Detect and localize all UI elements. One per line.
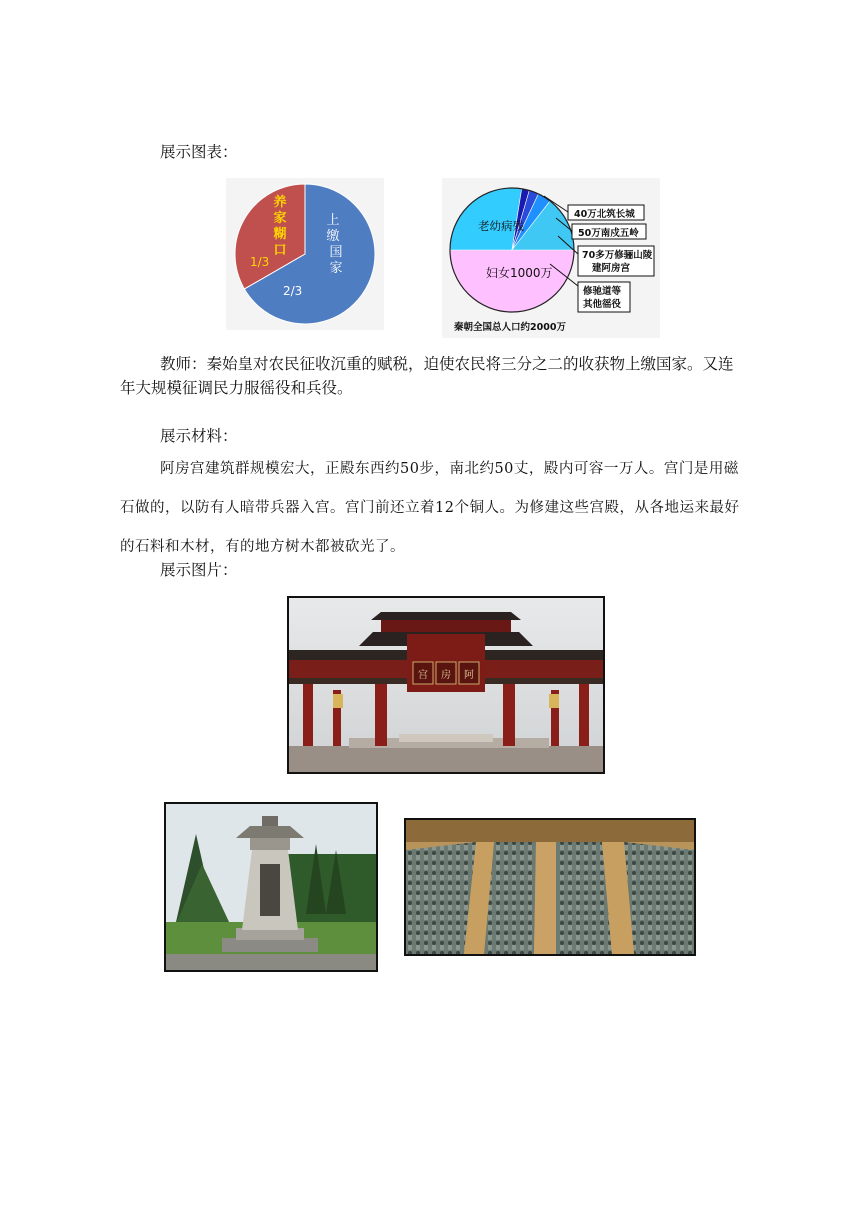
tax-pie-chart xyxy=(226,178,384,330)
teacher-paragraph: 教师：秦始皇对农民征收沉重的赋税，迫使农民将三分之二的收获物上缴国家。又连年大规模征调民力服徭役和兵役。 xyxy=(120,355,734,398)
slice-label-elderly: 老幼病残 xyxy=(478,219,524,233)
heading-pictures: 展示图片： xyxy=(160,561,238,579)
heading-charts: 展示图表： xyxy=(160,143,238,161)
pie-fraction-family: 1/3 xyxy=(250,255,270,269)
slice-label-women: 妇女1000万 xyxy=(486,266,553,280)
stone-monument-photo xyxy=(164,802,378,972)
callout-other-labor: 其他徭役 xyxy=(583,299,622,310)
terracotta-army-photo xyxy=(404,818,696,956)
population-pie-chart xyxy=(442,178,660,338)
pie-label-family: 养家糊口 xyxy=(273,195,287,258)
pie-label-tax: 上缴国家 xyxy=(326,213,343,276)
gate-plaque-char-3: 阿 xyxy=(464,670,474,681)
pie-fraction-tax: 2/3 xyxy=(283,284,303,298)
population-pie-svg xyxy=(442,178,660,338)
gate-plaque-char-2: 房 xyxy=(441,670,451,681)
afang-palace-gate-photo xyxy=(287,596,605,774)
population-caption: 秦朝全国总人口约2000万 xyxy=(454,322,566,333)
callout-wuling: 50万南戍五岭 xyxy=(578,228,639,239)
heading-material: 展示材料： xyxy=(160,427,238,445)
gate-plaque-char-1: 宫 xyxy=(418,670,428,681)
callout-roads: 修驰道等 xyxy=(583,286,622,297)
callout-afang: 建阿房宫 xyxy=(592,263,631,274)
tax-pie-svg xyxy=(226,178,384,330)
callout-lishan: 70多万修骊山陵 xyxy=(582,250,653,261)
callout-great-wall: 40万北筑长城 xyxy=(574,209,635,220)
material-paragraph: 阿房宫建筑群规模宏大，正殿东西约50步，南北约50丈，殿内可容一万人。宫门是用磁石做的，以防有人暗带兵器入宫。宫门前还立着12个铜人。为修建这些宫殿，从各地运来最好的石料和木材，有的地方树木都被砍光了。 xyxy=(120,461,740,556)
